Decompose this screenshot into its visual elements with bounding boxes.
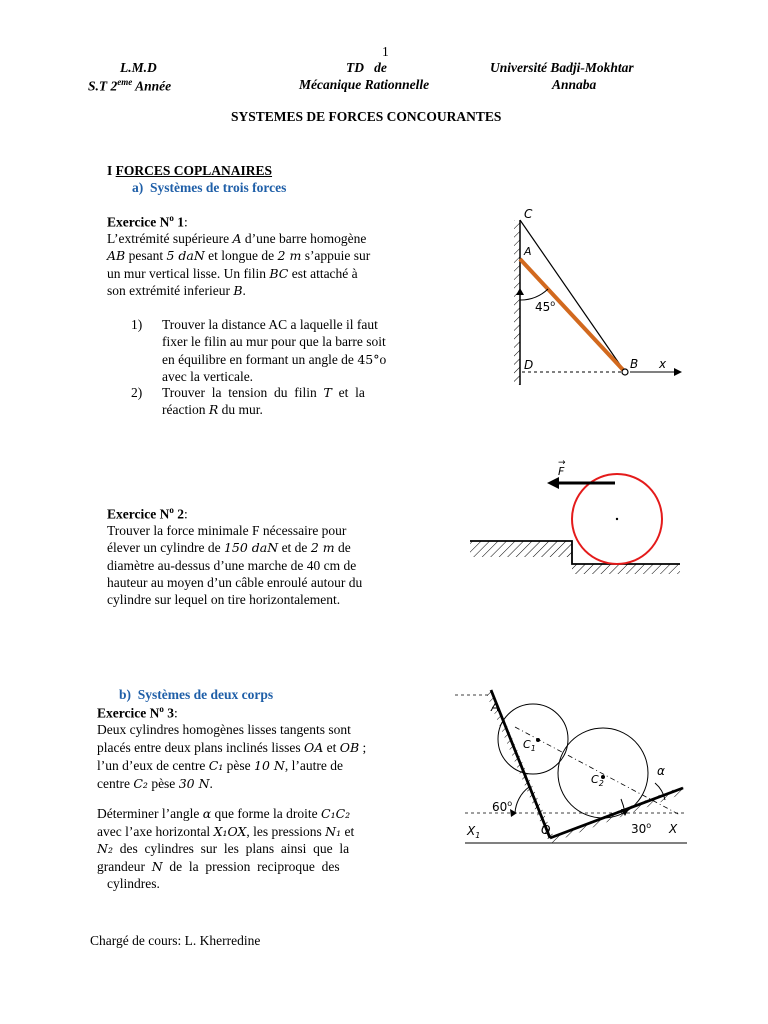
ex2-line: Trouver la force minimale F nécessaire pour bbox=[107, 523, 347, 538]
ex2-line: hauteur au moyen d’un câble enroulé autour du bbox=[107, 574, 363, 590]
ex2-label-text: Exercice N bbox=[107, 506, 170, 522]
header-right-line2: Annaba bbox=[552, 77, 597, 92]
bar-ab bbox=[520, 259, 625, 372]
center-c1 bbox=[536, 738, 540, 742]
ex2-line: diamètre au-dessus d’une marche de 40 cm de bbox=[107, 557, 357, 573]
figure-1-bar-wall bbox=[500, 200, 690, 390]
ex2-line: cylindre sur lequel on tire horizontalement. bbox=[107, 592, 341, 608]
ex2-label bbox=[107, 505, 188, 523]
figure-2-cylinder-step bbox=[465, 455, 685, 575]
page-number: 1 bbox=[382, 44, 389, 59]
floor-hatching bbox=[572, 564, 680, 574]
ex3-line: grandeur N de la pression reciproque des bbox=[97, 858, 340, 874]
label-b: B bbox=[630, 357, 639, 371]
angle60-arrowhead-icon bbox=[510, 809, 517, 817]
ex1-label-sup: o bbox=[169, 213, 174, 223]
label-alpha: α bbox=[657, 764, 665, 778]
ex3-line: Déterminer l’angle α que forme la droite C₁C₂ bbox=[97, 806, 351, 821]
header-left-line2 bbox=[88, 77, 171, 95]
pin-b bbox=[622, 369, 628, 375]
force-arrowhead-icon bbox=[547, 477, 559, 489]
page-title: SYSTEMES DE FORCES CONCOURANTES bbox=[231, 109, 502, 124]
label-o: O bbox=[541, 823, 551, 837]
ex3-line: placés entre deux plans inclinés lisses OA et OB ; bbox=[97, 740, 367, 755]
subsection-a: a) Systèmes de trois forces bbox=[132, 180, 287, 195]
label-f-vector: → bbox=[558, 458, 566, 468]
plane-oa bbox=[491, 690, 550, 838]
ex3-statement-1 bbox=[97, 721, 407, 793]
ex3-line: N₂ des cylindres sur les plans ainsi que la bbox=[97, 841, 350, 857]
cylinder-c2 bbox=[558, 728, 648, 818]
ex3-statement-2 bbox=[97, 805, 407, 893]
header-left-year: Année bbox=[132, 78, 172, 94]
step-hatching bbox=[470, 541, 572, 557]
x-arrowhead-icon bbox=[674, 368, 682, 376]
ex3-line: centre C₂ pèse 30 N. bbox=[97, 776, 213, 791]
cable-bc bbox=[520, 220, 625, 372]
cylinder-center bbox=[616, 518, 618, 520]
ex1-question-1: 1) Trouver la distance AC a laquelle il faut fixer le filin au mur pour que la barre soit en équilibre en formant un angle de 45°o avec la verticale. bbox=[131, 317, 387, 384]
footer-instructor: Chargé de cours: L. Kherredine bbox=[90, 933, 261, 948]
ex1-question-2: 2) Trouver la tension du filin T et la réaction R du mur. bbox=[131, 385, 365, 418]
ex3-line: l’un d’eux de centre C₁ pèse 10 N, l’autre de bbox=[97, 758, 343, 773]
label-60: 60$^o$ bbox=[492, 799, 513, 814]
header-center-line1: TD de bbox=[346, 60, 387, 75]
ex3-line: avec l’axe horizontal X₁OX, les pressions N₁ et bbox=[97, 823, 355, 839]
subsection-b: b) Systèmes de deux corps bbox=[119, 687, 274, 702]
ex2-label-sup: o bbox=[169, 505, 174, 515]
ex2-line: élever un cylindre de 150 daN et de 2 m de bbox=[107, 540, 351, 556]
label-x1: $X_1$ bbox=[467, 824, 481, 840]
label-c2: $C_2$ bbox=[591, 773, 604, 788]
label-30: 30$^o$ bbox=[631, 821, 652, 836]
header-center-line2: Mécanique Rationnelle bbox=[299, 77, 430, 92]
ex1-line: AB pesant 5 daN et longue de 2 m s’appuie sur bbox=[107, 248, 371, 264]
section-number: I bbox=[107, 163, 116, 178]
wall-hatching bbox=[514, 220, 520, 385]
label-f: F bbox=[558, 465, 565, 478]
ex3-line: Deux cylindres homogènes lisses tangents sont bbox=[97, 722, 351, 737]
ex3-label-num: 3 bbox=[163, 705, 174, 721]
ex1-label-colon: : bbox=[183, 214, 188, 230]
label-a: A bbox=[491, 700, 500, 714]
header-right-line1: Université Badji-Mokhtar bbox=[490, 60, 634, 75]
ex3-label-sup: o bbox=[159, 704, 164, 714]
q2-number: 2) bbox=[131, 385, 143, 400]
label-x: X bbox=[669, 822, 678, 836]
label-x: x bbox=[659, 357, 667, 371]
section-title: FORCES COPLANAIRES bbox=[115, 163, 273, 178]
ex1-line: un mur vertical lisse. Un filin BC est attaché à bbox=[107, 265, 358, 281]
label-c: C bbox=[524, 207, 533, 221]
label-c1: $C_1$ bbox=[523, 738, 536, 753]
ex1-label bbox=[107, 213, 188, 231]
angle-arc bbox=[520, 289, 548, 300]
ex3-label-text: Exercice N bbox=[97, 705, 160, 721]
ex1-line: son extrémité inferieur B. bbox=[107, 282, 246, 298]
header-left-line1: L.M.D bbox=[120, 60, 157, 75]
q1-number: 1) bbox=[131, 317, 143, 332]
figure-3-two-cylinders bbox=[455, 685, 690, 850]
ex1-line: L’extrémité supérieure A d’une barre homogène bbox=[107, 231, 367, 246]
section-heading bbox=[107, 163, 272, 179]
label-a: A bbox=[524, 245, 532, 258]
label-angle: 45$^o$ bbox=[535, 299, 556, 314]
ex1-label-num: 1 bbox=[173, 214, 184, 230]
ex2-label-num: 2 bbox=[173, 506, 184, 522]
header-left-sup: eme bbox=[117, 77, 133, 87]
ex3-label-colon: : bbox=[173, 705, 178, 721]
ex2-label-colon: : bbox=[183, 506, 188, 522]
label-d: D bbox=[524, 358, 534, 372]
header-left-level: S.T 2 bbox=[88, 78, 118, 94]
ex3-line: cylindres. bbox=[107, 876, 160, 892]
ex2-statement bbox=[107, 522, 412, 608]
angle60-arc bbox=[515, 787, 529, 813]
ex1-label-text: Exercice N bbox=[107, 214, 170, 230]
ex3-label bbox=[97, 704, 178, 722]
ex1-statement bbox=[107, 230, 412, 299]
